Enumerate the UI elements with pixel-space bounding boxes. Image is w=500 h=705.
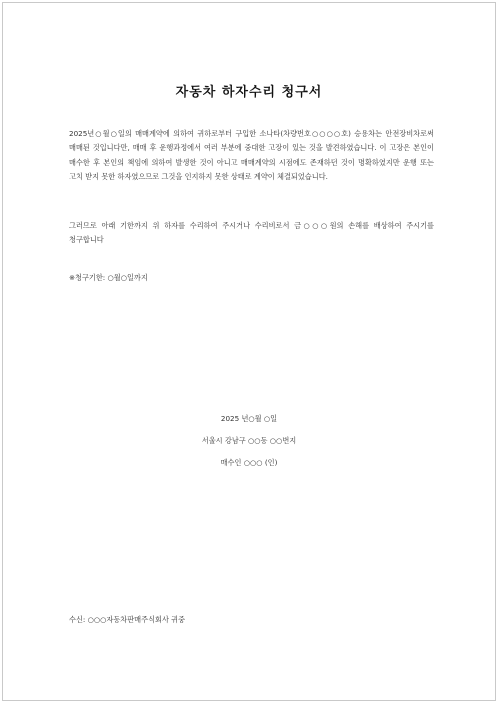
document-title: 자동차 하자수리 청구서 [175,85,323,100]
document-date: 2025 년○월 ○일 [220,414,278,423]
recipient-line: 수신: ○○○자동차판매주식회사 귀중 [69,615,186,624]
claim-deadline: ※청구기한: ○월○일까지 [69,273,148,282]
document-page [2,2,496,701]
signer-line: 매수인 ○○○ (인) [220,458,278,467]
sender-address: 서울시 강남구 ○○동 ○○번지 [201,436,297,445]
claim-body-paragraph: 2025년○월○일의 매매계약에 의하여 귀하로부터 구입한 소나타(차량번호○○○○호) 승용차는 안전장비차로써 매매된 것입니다만, 매매 후 운행과정에서 여러 부분에 중대한 고장이 있는 것을 발견하였습니다. 이 고장은 본인이 매수한 후 본인의 책임에 의하여 발생한 것이 아니고 매매계약의 시점에도 존재하던 것이 명확하였지만 운행 또는 고치 받지 못한 하자였으므로 그것을 인지하지 못한 상태로 계약이 체결되었습니다. [69,129,434,181]
claim-request-paragraph: 그러므로 아래 기한까지 위 하자를 수리하여 주시거나 수리비로서 금○○○원의 손해를 배상하여 주시기를 청구합니다 [69,221,434,245]
